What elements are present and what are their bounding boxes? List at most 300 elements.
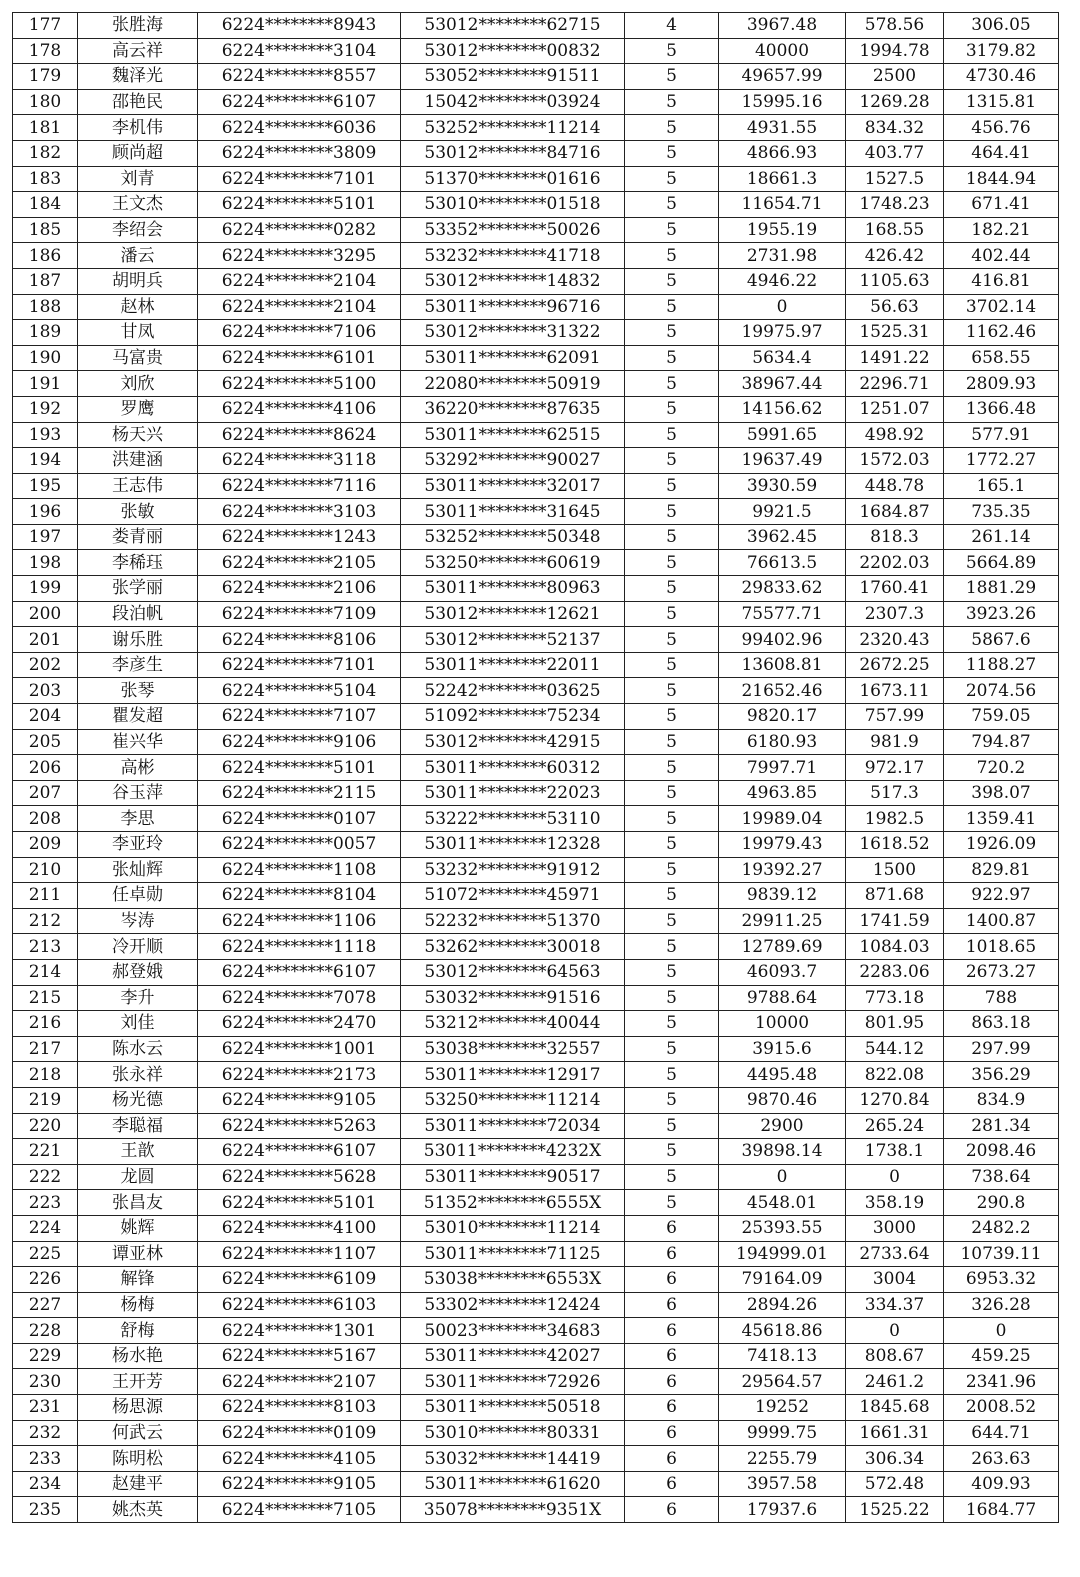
cell-id-number: 53012********62715 bbox=[401, 13, 625, 39]
cell-row-number: 181 bbox=[13, 115, 78, 141]
cell-name: 杨梅 bbox=[78, 1292, 198, 1318]
cell-count: 5 bbox=[625, 627, 719, 653]
cell-amount-1: 10000 bbox=[719, 1011, 846, 1037]
cell-amount-2: 972.17 bbox=[846, 755, 944, 781]
cell-bank-card: 6224********8106 bbox=[198, 627, 401, 653]
cell-row-number: 196 bbox=[13, 499, 78, 525]
cell-row-number: 224 bbox=[13, 1215, 78, 1241]
cell-amount-1: 9788.64 bbox=[719, 985, 846, 1011]
cell-row-number: 192 bbox=[13, 396, 78, 422]
cell-row-number: 209 bbox=[13, 832, 78, 858]
cell-row-number: 215 bbox=[13, 985, 78, 1011]
cell-amount-3: 671.41 bbox=[944, 192, 1059, 218]
cell-amount-3: 4730.46 bbox=[944, 64, 1059, 90]
table-row bbox=[13, 678, 1059, 704]
cell-amount-3: 1188.27 bbox=[944, 652, 1059, 678]
table-row bbox=[13, 524, 1059, 550]
cell-amount-2: 1741.59 bbox=[846, 908, 944, 934]
cell-row-number: 195 bbox=[13, 473, 78, 499]
table-row bbox=[13, 499, 1059, 525]
cell-count: 5 bbox=[625, 652, 719, 678]
cell-row-number: 218 bbox=[13, 1062, 78, 1088]
table-row bbox=[13, 1113, 1059, 1139]
cell-count: 5 bbox=[625, 422, 719, 448]
cell-bank-card: 6224********2105 bbox=[198, 550, 401, 576]
cell-row-number: 206 bbox=[13, 755, 78, 781]
cell-amount-2: 403.77 bbox=[846, 140, 944, 166]
cell-bank-card: 6224********6101 bbox=[198, 345, 401, 371]
cell-row-number: 201 bbox=[13, 627, 78, 653]
cell-amount-2: 1673.11 bbox=[846, 678, 944, 704]
cell-id-number: 53212********40044 bbox=[401, 1011, 625, 1037]
cell-amount-3: 834.9 bbox=[944, 1087, 1059, 1113]
table-row bbox=[13, 345, 1059, 371]
cell-count: 5 bbox=[625, 985, 719, 1011]
cell-amount-1: 25393.55 bbox=[719, 1215, 846, 1241]
table-row bbox=[13, 268, 1059, 294]
cell-id-number: 53012********52137 bbox=[401, 627, 625, 653]
cell-amount-2: 0 bbox=[846, 1318, 944, 1344]
cell-name: 胡明兵 bbox=[78, 268, 198, 294]
cell-amount-2: 517.3 bbox=[846, 780, 944, 806]
cell-count: 5 bbox=[625, 345, 719, 371]
cell-row-number: 230 bbox=[13, 1369, 78, 1395]
cell-amount-1: 40000 bbox=[719, 38, 846, 64]
cell-row-number: 216 bbox=[13, 1011, 78, 1037]
cell-name: 李绍会 bbox=[78, 217, 198, 243]
cell-name: 张胜海 bbox=[78, 13, 198, 39]
cell-bank-card: 6224********3103 bbox=[198, 499, 401, 525]
table-row bbox=[13, 1471, 1059, 1497]
cell-name: 高彬 bbox=[78, 755, 198, 781]
cell-row-number: 187 bbox=[13, 268, 78, 294]
cell-amount-2: 0 bbox=[846, 1164, 944, 1190]
cell-count: 5 bbox=[625, 780, 719, 806]
cell-row-number: 197 bbox=[13, 524, 78, 550]
cell-amount-1: 7997.71 bbox=[719, 755, 846, 781]
table-row bbox=[13, 806, 1059, 832]
cell-amount-3: 402.44 bbox=[944, 243, 1059, 269]
cell-row-number: 183 bbox=[13, 166, 78, 192]
cell-id-number: 53252********50348 bbox=[401, 524, 625, 550]
cell-amount-2: 1270.84 bbox=[846, 1087, 944, 1113]
cell-bank-card: 6224********7078 bbox=[198, 985, 401, 1011]
table-row bbox=[13, 1241, 1059, 1267]
cell-name: 杨水艳 bbox=[78, 1343, 198, 1369]
cell-name: 陈水云 bbox=[78, 1036, 198, 1062]
cell-amount-3: 577.91 bbox=[944, 422, 1059, 448]
cell-amount-1: 9839.12 bbox=[719, 883, 846, 909]
cell-count: 5 bbox=[625, 115, 719, 141]
cell-amount-3: 2074.56 bbox=[944, 678, 1059, 704]
cell-amount-1: 2255.79 bbox=[719, 1446, 846, 1472]
cell-row-number: 205 bbox=[13, 729, 78, 755]
cell-bank-card: 6224********2470 bbox=[198, 1011, 401, 1037]
cell-amount-3: 261.14 bbox=[944, 524, 1059, 550]
cell-bank-card: 6224********9105 bbox=[198, 1087, 401, 1113]
cell-count: 5 bbox=[625, 524, 719, 550]
cell-bank-card: 6224********7107 bbox=[198, 704, 401, 730]
cell-count: 5 bbox=[625, 883, 719, 909]
cell-name: 崔兴华 bbox=[78, 729, 198, 755]
cell-name: 王开芳 bbox=[78, 1369, 198, 1395]
cell-amount-3: 1684.77 bbox=[944, 1497, 1059, 1523]
cell-amount-2: 306.34 bbox=[846, 1446, 944, 1472]
cell-bank-card: 6224********8943 bbox=[198, 13, 401, 39]
table-row bbox=[13, 550, 1059, 576]
cell-row-number: 213 bbox=[13, 934, 78, 960]
cell-bank-card: 6224********5167 bbox=[198, 1343, 401, 1369]
table-row bbox=[13, 883, 1059, 909]
cell-name: 何武云 bbox=[78, 1420, 198, 1446]
cell-amount-1: 9921.5 bbox=[719, 499, 846, 525]
cell-bank-card: 6224********8103 bbox=[198, 1395, 401, 1421]
cell-amount-3: 2482.2 bbox=[944, 1215, 1059, 1241]
cell-amount-1: 19975.97 bbox=[719, 320, 846, 346]
cell-amount-2: 578.56 bbox=[846, 13, 944, 39]
table-row bbox=[13, 857, 1059, 883]
cell-amount-3: 263.63 bbox=[944, 1446, 1059, 1472]
cell-count: 5 bbox=[625, 704, 719, 730]
cell-bank-card: 6224********1118 bbox=[198, 934, 401, 960]
cell-amount-1: 4963.85 bbox=[719, 780, 846, 806]
cell-amount-3: 2809.93 bbox=[944, 371, 1059, 397]
cell-bank-card: 6224********5104 bbox=[198, 678, 401, 704]
cell-id-number: 53038********32557 bbox=[401, 1036, 625, 1062]
cell-name: 郝登娥 bbox=[78, 959, 198, 985]
cell-count: 6 bbox=[625, 1318, 719, 1344]
cell-count: 5 bbox=[625, 89, 719, 115]
cell-name: 马富贵 bbox=[78, 345, 198, 371]
cell-count: 5 bbox=[625, 857, 719, 883]
cell-name: 陈明松 bbox=[78, 1446, 198, 1472]
cell-id-number: 53011********80963 bbox=[401, 576, 625, 602]
cell-name: 李彦生 bbox=[78, 652, 198, 678]
cell-amount-2: 2202.03 bbox=[846, 550, 944, 576]
cell-amount-3: 2673.27 bbox=[944, 959, 1059, 985]
cell-name: 王文杰 bbox=[78, 192, 198, 218]
cell-count: 5 bbox=[625, 1164, 719, 1190]
cell-id-number: 53011********22023 bbox=[401, 780, 625, 806]
cell-name: 李聪福 bbox=[78, 1113, 198, 1139]
cell-amount-1: 4866.93 bbox=[719, 140, 846, 166]
cell-amount-2: 2500 bbox=[846, 64, 944, 90]
cell-count: 5 bbox=[625, 1190, 719, 1216]
cell-amount-1: 19989.04 bbox=[719, 806, 846, 832]
cell-name: 甘凤 bbox=[78, 320, 198, 346]
cell-amount-2: 1491.22 bbox=[846, 345, 944, 371]
cell-amount-1: 2900 bbox=[719, 1113, 846, 1139]
cell-amount-1: 3962.45 bbox=[719, 524, 846, 550]
cell-bank-card: 6224********6107 bbox=[198, 89, 401, 115]
table-row bbox=[13, 1420, 1059, 1446]
cell-amount-2: 3000 bbox=[846, 1215, 944, 1241]
cell-count: 5 bbox=[625, 832, 719, 858]
cell-amount-1: 4495.48 bbox=[719, 1062, 846, 1088]
cell-id-number: 51092********75234 bbox=[401, 704, 625, 730]
cell-id-number: 53032********14419 bbox=[401, 1446, 625, 1472]
cell-id-number: 53012********64563 bbox=[401, 959, 625, 985]
cell-id-number: 53011********42027 bbox=[401, 1343, 625, 1369]
cell-row-number: 219 bbox=[13, 1087, 78, 1113]
table-row bbox=[13, 576, 1059, 602]
cell-amount-3: 356.29 bbox=[944, 1062, 1059, 1088]
cell-id-number: 53011********72926 bbox=[401, 1369, 625, 1395]
cell-row-number: 223 bbox=[13, 1190, 78, 1216]
cell-row-number: 210 bbox=[13, 857, 78, 883]
cell-amount-3: 182.21 bbox=[944, 217, 1059, 243]
cell-amount-2: 1661.31 bbox=[846, 1420, 944, 1446]
cell-count: 5 bbox=[625, 320, 719, 346]
cell-amount-3: 1926.09 bbox=[944, 832, 1059, 858]
cell-id-number: 53011********72034 bbox=[401, 1113, 625, 1139]
cell-count: 6 bbox=[625, 1267, 719, 1293]
cell-count: 5 bbox=[625, 934, 719, 960]
cell-amount-2: 448.78 bbox=[846, 473, 944, 499]
cell-bank-card: 6224********1301 bbox=[198, 1318, 401, 1344]
cell-bank-card: 6224********7101 bbox=[198, 652, 401, 678]
cell-id-number: 53012********00832 bbox=[401, 38, 625, 64]
table-row bbox=[13, 1318, 1059, 1344]
table-row bbox=[13, 192, 1059, 218]
cell-row-number: 228 bbox=[13, 1318, 78, 1344]
cell-count: 5 bbox=[625, 192, 719, 218]
cell-bank-card: 6224********7116 bbox=[198, 473, 401, 499]
cell-row-number: 194 bbox=[13, 448, 78, 474]
cell-id-number: 53052********91511 bbox=[401, 64, 625, 90]
cell-row-number: 226 bbox=[13, 1267, 78, 1293]
cell-count: 5 bbox=[625, 38, 719, 64]
cell-bank-card: 6224********6109 bbox=[198, 1267, 401, 1293]
cell-count: 5 bbox=[625, 1113, 719, 1139]
cell-id-number: 53012********12621 bbox=[401, 601, 625, 627]
cell-name: 王志伟 bbox=[78, 473, 198, 499]
cell-name: 王歆 bbox=[78, 1139, 198, 1165]
cell-name: 刘欣 bbox=[78, 371, 198, 397]
cell-amount-3: 165.1 bbox=[944, 473, 1059, 499]
cell-name: 姚辉 bbox=[78, 1215, 198, 1241]
table-row bbox=[13, 320, 1059, 346]
cell-row-number: 222 bbox=[13, 1164, 78, 1190]
cell-amount-1: 194999.01 bbox=[719, 1241, 846, 1267]
cell-amount-3: 1772.27 bbox=[944, 448, 1059, 474]
cell-row-number: 202 bbox=[13, 652, 78, 678]
cell-name: 邵艳民 bbox=[78, 89, 198, 115]
cell-row-number: 220 bbox=[13, 1113, 78, 1139]
cell-row-number: 214 bbox=[13, 959, 78, 985]
cell-amount-2: 2672.25 bbox=[846, 652, 944, 678]
cell-amount-2: 498.92 bbox=[846, 422, 944, 448]
cell-row-number: 232 bbox=[13, 1420, 78, 1446]
data-table bbox=[12, 12, 1059, 1523]
cell-count: 6 bbox=[625, 1369, 719, 1395]
cell-count: 5 bbox=[625, 396, 719, 422]
cell-amount-3: 398.07 bbox=[944, 780, 1059, 806]
table-row bbox=[13, 473, 1059, 499]
cell-bank-card: 6224********6107 bbox=[198, 959, 401, 985]
table-row bbox=[13, 627, 1059, 653]
cell-name: 张学丽 bbox=[78, 576, 198, 602]
cell-amount-1: 3930.59 bbox=[719, 473, 846, 499]
cell-bank-card: 6224********8624 bbox=[198, 422, 401, 448]
table-row bbox=[13, 1395, 1059, 1421]
cell-name: 李思 bbox=[78, 806, 198, 832]
cell-amount-2: 572.48 bbox=[846, 1471, 944, 1497]
cell-id-number: 53011********60312 bbox=[401, 755, 625, 781]
cell-name: 魏泽光 bbox=[78, 64, 198, 90]
cell-amount-3: 1359.41 bbox=[944, 806, 1059, 832]
cell-amount-2: 2461.2 bbox=[846, 1369, 944, 1395]
cell-amount-2: 2320.43 bbox=[846, 627, 944, 653]
cell-amount-2: 2283.06 bbox=[846, 959, 944, 985]
cell-count: 5 bbox=[625, 294, 719, 320]
cell-row-number: 193 bbox=[13, 422, 78, 448]
cell-name: 张昌友 bbox=[78, 1190, 198, 1216]
cell-bank-card: 6224********7109 bbox=[198, 601, 401, 627]
cell-id-number: 53010********01518 bbox=[401, 192, 625, 218]
cell-bank-card: 6224********5101 bbox=[198, 192, 401, 218]
cell-amount-2: 358.19 bbox=[846, 1190, 944, 1216]
cell-id-number: 53252********11214 bbox=[401, 115, 625, 141]
cell-amount-1: 5991.65 bbox=[719, 422, 846, 448]
cell-amount-3: 1366.48 bbox=[944, 396, 1059, 422]
cell-amount-2: 426.42 bbox=[846, 243, 944, 269]
cell-amount-3: 5867.6 bbox=[944, 627, 1059, 653]
cell-id-number: 52232********51370 bbox=[401, 908, 625, 934]
cell-row-number: 190 bbox=[13, 345, 78, 371]
cell-amount-1: 3957.58 bbox=[719, 1471, 846, 1497]
table-row bbox=[13, 1087, 1059, 1113]
cell-name: 杨光德 bbox=[78, 1087, 198, 1113]
cell-amount-2: 1269.28 bbox=[846, 89, 944, 115]
cell-bank-card: 6224********3809 bbox=[198, 140, 401, 166]
cell-amount-1: 3967.48 bbox=[719, 13, 846, 39]
cell-name: 谷玉萍 bbox=[78, 780, 198, 806]
cell-amount-1: 38967.44 bbox=[719, 371, 846, 397]
cell-id-number: 53011********31645 bbox=[401, 499, 625, 525]
table-row bbox=[13, 652, 1059, 678]
cell-amount-1: 7418.13 bbox=[719, 1343, 846, 1369]
cell-name: 龙圆 bbox=[78, 1164, 198, 1190]
cell-id-number: 35078********9351X bbox=[401, 1497, 625, 1523]
cell-row-number: 217 bbox=[13, 1036, 78, 1062]
cell-row-number: 208 bbox=[13, 806, 78, 832]
cell-count: 5 bbox=[625, 64, 719, 90]
cell-id-number: 51352********6555X bbox=[401, 1190, 625, 1216]
cell-row-number: 211 bbox=[13, 883, 78, 909]
cell-id-number: 53012********42915 bbox=[401, 729, 625, 755]
cell-amount-1: 29564.57 bbox=[719, 1369, 846, 1395]
cell-bank-card: 6224********8104 bbox=[198, 883, 401, 909]
table-row bbox=[13, 1446, 1059, 1472]
table-row bbox=[13, 832, 1059, 858]
table-row bbox=[13, 959, 1059, 985]
cell-count: 5 bbox=[625, 550, 719, 576]
cell-amount-1: 45618.86 bbox=[719, 1318, 846, 1344]
cell-bank-card: 6224********9105 bbox=[198, 1471, 401, 1497]
cell-amount-1: 15995.16 bbox=[719, 89, 846, 115]
cell-amount-1: 4931.55 bbox=[719, 115, 846, 141]
cell-id-number: 53222********53110 bbox=[401, 806, 625, 832]
cell-row-number: 235 bbox=[13, 1497, 78, 1523]
table-row bbox=[13, 1139, 1059, 1165]
cell-bank-card: 6224********2173 bbox=[198, 1062, 401, 1088]
cell-name: 张永祥 bbox=[78, 1062, 198, 1088]
cell-amount-2: 822.08 bbox=[846, 1062, 944, 1088]
cell-amount-1: 3915.6 bbox=[719, 1036, 846, 1062]
cell-name: 瞿发超 bbox=[78, 704, 198, 730]
cell-amount-1: 9870.46 bbox=[719, 1087, 846, 1113]
cell-amount-2: 1684.87 bbox=[846, 499, 944, 525]
cell-row-number: 204 bbox=[13, 704, 78, 730]
cell-count: 5 bbox=[625, 908, 719, 934]
cell-bank-card: 6224********5628 bbox=[198, 1164, 401, 1190]
cell-count: 5 bbox=[625, 499, 719, 525]
cell-id-number: 51072********45971 bbox=[401, 883, 625, 909]
cell-bank-card: 6224********4100 bbox=[198, 1215, 401, 1241]
cell-name: 高云祥 bbox=[78, 38, 198, 64]
cell-amount-1: 29911.25 bbox=[719, 908, 846, 934]
cell-row-number: 184 bbox=[13, 192, 78, 218]
cell-amount-1: 21652.46 bbox=[719, 678, 846, 704]
cell-name: 任卓勋 bbox=[78, 883, 198, 909]
table-row bbox=[13, 601, 1059, 627]
cell-id-number: 53032********91516 bbox=[401, 985, 625, 1011]
cell-count: 5 bbox=[625, 1036, 719, 1062]
cell-amount-3: 3702.14 bbox=[944, 294, 1059, 320]
cell-bank-card: 6224********0057 bbox=[198, 832, 401, 858]
cell-amount-2: 168.55 bbox=[846, 217, 944, 243]
cell-amount-1: 6180.93 bbox=[719, 729, 846, 755]
cell-count: 6 bbox=[625, 1497, 719, 1523]
cell-amount-2: 871.68 bbox=[846, 883, 944, 909]
cell-id-number: 53250********11214 bbox=[401, 1087, 625, 1113]
cell-name: 岑涛 bbox=[78, 908, 198, 934]
cell-row-number: 198 bbox=[13, 550, 78, 576]
cell-bank-card: 6224********1001 bbox=[198, 1036, 401, 1062]
cell-id-number: 53011********71125 bbox=[401, 1241, 625, 1267]
table-row bbox=[13, 934, 1059, 960]
cell-amount-1: 19637.49 bbox=[719, 448, 846, 474]
cell-amount-3: 10739.11 bbox=[944, 1241, 1059, 1267]
cell-row-number: 203 bbox=[13, 678, 78, 704]
cell-bank-card: 6224********0109 bbox=[198, 1420, 401, 1446]
cell-count: 6 bbox=[625, 1292, 719, 1318]
cell-bank-card: 6224********1108 bbox=[198, 857, 401, 883]
cell-row-number: 231 bbox=[13, 1395, 78, 1421]
cell-amount-1: 13608.81 bbox=[719, 652, 846, 678]
table-row bbox=[13, 115, 1059, 141]
cell-id-number: 53011********4232X bbox=[401, 1139, 625, 1165]
cell-row-number: 229 bbox=[13, 1343, 78, 1369]
cell-count: 6 bbox=[625, 1343, 719, 1369]
cell-bank-card: 6224********0107 bbox=[198, 806, 401, 832]
cell-row-number: 212 bbox=[13, 908, 78, 934]
cell-id-number: 53011********62515 bbox=[401, 422, 625, 448]
cell-amount-3: 3179.82 bbox=[944, 38, 1059, 64]
cell-id-number: 53011********32017 bbox=[401, 473, 625, 499]
cell-name: 张敏 bbox=[78, 499, 198, 525]
cell-id-number: 53011********12328 bbox=[401, 832, 625, 858]
table-row bbox=[13, 1343, 1059, 1369]
table-row bbox=[13, 1267, 1059, 1293]
cell-bank-card: 6224********2104 bbox=[198, 294, 401, 320]
cell-amount-3: 6953.32 bbox=[944, 1267, 1059, 1293]
cell-amount-2: 1572.03 bbox=[846, 448, 944, 474]
cell-amount-3: 735.35 bbox=[944, 499, 1059, 525]
cell-bank-card: 6224********2104 bbox=[198, 268, 401, 294]
cell-bank-card: 6224********7101 bbox=[198, 166, 401, 192]
